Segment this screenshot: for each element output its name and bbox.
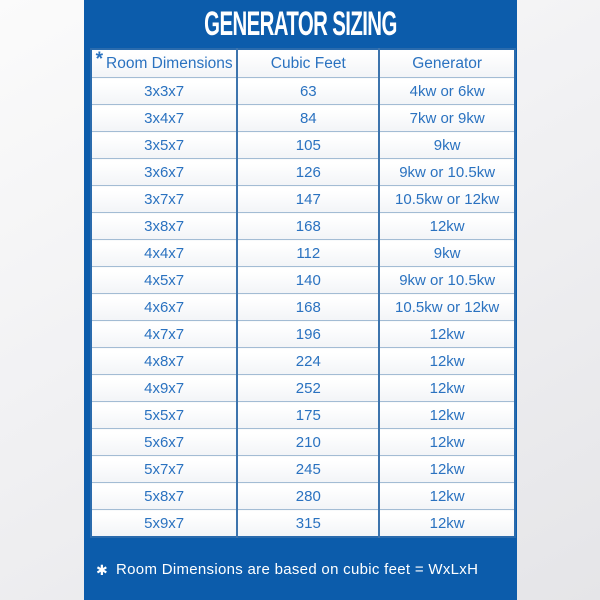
cell-cubic-feet: 147 [237,186,379,213]
cell-room-dimensions: 5x6x7 [91,429,237,456]
cell-generator: 12kw [379,348,515,375]
cell-cubic-feet: 140 [237,267,379,294]
cell-cubic-feet: 210 [237,429,379,456]
cell-cubic-feet: 196 [237,321,379,348]
sizing-table-container [90,48,516,538]
cell-cubic-feet: 168 [237,213,379,240]
cell-generator: 12kw [379,321,515,348]
table-row [91,483,515,510]
table-row [91,132,515,159]
cell-cubic-feet: 252 [237,375,379,402]
table-row [91,429,515,456]
cell-room-dimensions: 4x8x7 [91,348,237,375]
table-body [91,78,515,538]
cell-cubic-feet: 245 [237,456,379,483]
sizing-table [90,48,516,538]
cell-room-dimensions: 5x8x7 [91,483,237,510]
cell-room-dimensions: 4x6x7 [91,294,237,321]
table-row [91,105,515,132]
cell-room-dimensions: 3x3x7 [91,78,237,105]
generator-sizing-panel [84,0,517,600]
table-row [91,375,515,402]
header-generator-label: Generator [412,54,483,72]
cell-generator: 9kw [379,240,515,267]
cell-room-dimensions: 5x7x7 [91,456,237,483]
table-row [91,321,515,348]
cell-room-dimensions: 4x7x7 [91,321,237,348]
table-row [91,402,515,429]
cell-generator: 10.5kw or 12kw [379,294,515,321]
cell-generator: 12kw [379,402,515,429]
table-row [91,456,515,483]
cell-room-dimensions: 5x5x7 [91,402,237,429]
cell-generator: 9kw [379,132,515,159]
table-row [91,267,515,294]
footnote [84,538,517,600]
header-generator [379,49,515,78]
cell-cubic-feet: 126 [237,159,379,186]
cell-cubic-feet: 224 [237,348,379,375]
table-row [91,159,515,186]
cell-generator: 12kw [379,429,515,456]
table-row [91,510,515,538]
header-cubic-feet [237,49,379,78]
cell-cubic-feet: 315 [237,510,379,538]
cell-room-dimensions: 4x5x7 [91,267,237,294]
table-row [91,348,515,375]
cell-room-dimensions: 4x4x7 [91,240,237,267]
cell-cubic-feet: 168 [237,294,379,321]
title-bar [84,0,517,48]
cell-cubic-feet: 84 [237,105,379,132]
cell-generator: 4kw or 6kw [379,78,515,105]
cell-cubic-feet: 112 [237,240,379,267]
cell-generator: 12kw [379,375,515,402]
header-room-dimensions [91,49,237,78]
table-row [91,186,515,213]
cell-cubic-feet: 105 [237,132,379,159]
cell-cubic-feet: 63 [237,78,379,105]
cell-room-dimensions: 4x9x7 [91,375,237,402]
cell-room-dimensions: 3x8x7 [91,213,237,240]
cell-room-dimensions: 5x9x7 [91,510,237,538]
footnote-text: Room Dimensions are based on cubic feet = WxLxH [116,560,479,578]
table-row [91,294,515,321]
footnote-asterisk: ✱ [96,561,109,578]
cell-generator: 12kw [379,213,515,240]
header-cubic-feet-label: Cubic Feet [270,54,346,72]
cell-generator: 7kw or 9kw [379,105,515,132]
cell-generator: 9kw or 10.5kw [379,267,515,294]
cell-room-dimensions: 3x7x7 [91,186,237,213]
cell-cubic-feet: 280 [237,483,379,510]
cell-cubic-feet: 175 [237,402,379,429]
cell-generator: 9kw or 10.5kw [379,159,515,186]
cell-generator: 10.5kw or 12kw [379,186,515,213]
cell-generator: 12kw [379,483,515,510]
cell-room-dimensions: 3x5x7 [91,132,237,159]
cell-generator: 12kw [379,510,515,538]
table-row [91,213,515,240]
table-row [91,78,515,105]
page-title: GENERATOR SIZING [204,4,397,43]
table-row [91,240,515,267]
cell-generator: 12kw [379,456,515,483]
table-header-row [91,49,515,78]
cell-room-dimensions: 3x6x7 [91,159,237,186]
header-room-dimensions-label: Room Dimensions [106,54,233,72]
asterisk-marker: * [95,48,104,70]
cell-room-dimensions: 3x4x7 [91,105,237,132]
